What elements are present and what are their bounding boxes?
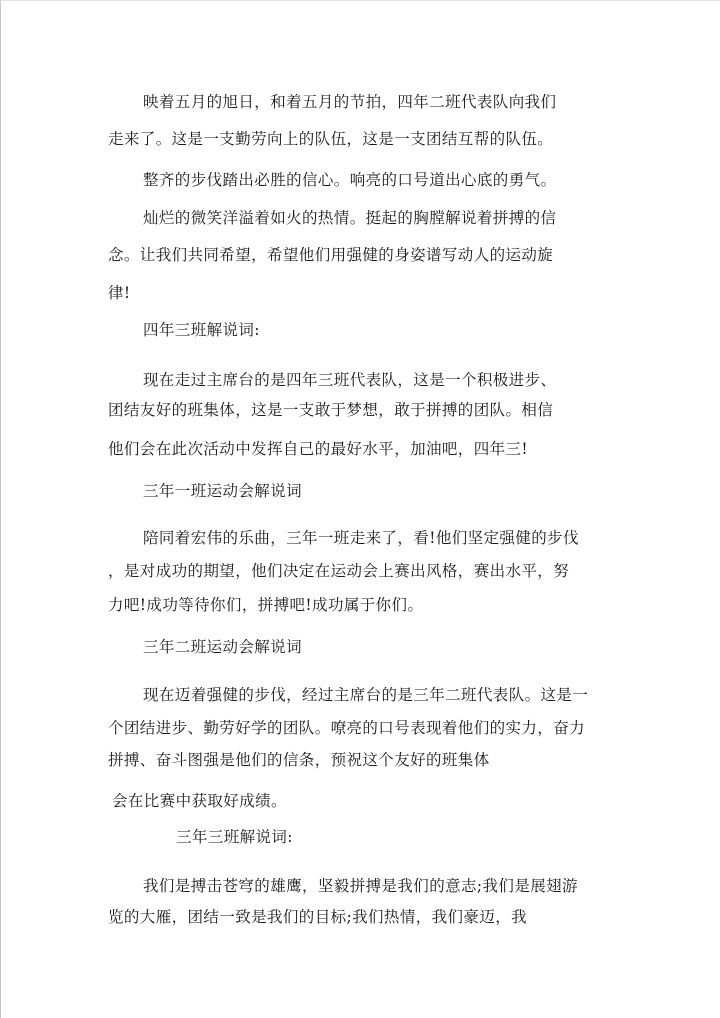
paragraph-line: 他们会在此次活动中发挥自己的最好水平，加油吧，四年三! bbox=[108, 440, 529, 458]
paragraph-line: 现在迈着强健的步伐，经过主席台的是三年二班代表队。这是一 bbox=[143, 686, 589, 704]
paragraph-line: 会在比赛中获取好成绩。 bbox=[112, 792, 287, 810]
paragraph-line: 力吧!成功等待你们，拼搏吧!成功属于你们。 bbox=[108, 596, 424, 614]
paragraph-line: 现在走过主席台的是四年三班代表队，这是一个积极进步、 bbox=[143, 371, 557, 389]
paragraph-line: 览的大雁，团结一致是我们的目标;我们热情，我们豪迈，我 bbox=[108, 908, 528, 926]
paragraph-line: 映着五月的旭日，和着五月的节拍，四年二班代表队向我们 bbox=[143, 93, 557, 111]
paragraph-line: 我们是搏击苍穹的雄鹰，坚毅拼搏是我们的意志;我们是展翅游 bbox=[143, 877, 578, 895]
section-heading: 三年一班运动会解说词 bbox=[143, 482, 303, 500]
section-heading: 四年三班解说词: bbox=[143, 321, 260, 339]
paragraph-line: ，是对成功的期望，他们决定在运动会上赛出风格，赛出水平，努 bbox=[108, 562, 570, 580]
paragraph-line: 灿烂的微笑洋溢着如火的热情。挺起的胸膛解说着拼搏的信 bbox=[143, 209, 557, 227]
paragraph-line: 律! bbox=[108, 284, 131, 302]
paragraph-line: 拼搏、奋斗图强是他们的信条，预祝这个友好的班集体 bbox=[108, 751, 490, 769]
section-heading: 三年二班运动会解说词 bbox=[143, 638, 303, 656]
paragraph-line: 整齐的步伐踏出必胜的信心。响亮的口号道出心底的勇气。 bbox=[143, 171, 557, 189]
paragraph-line: 个团结进步、勤劳好学的团队。嘹亮的口号表现着他们的实力，奋力 bbox=[108, 719, 586, 737]
paragraph-line: 走来了。这是一支勤劳向上的队伍，这是一支团结互帮的队伍。 bbox=[108, 130, 554, 148]
paragraph-line: 团结友好的班集体，这是一支敢于梦想，敢于拼搏的团队。相信 bbox=[108, 401, 554, 419]
paragraph-line: 念。让我们共同希望，希望他们用强健的身姿谱写动人的运动旋 bbox=[108, 246, 554, 264]
section-heading: 三年三班解说词: bbox=[176, 828, 293, 846]
paragraph-line: 陪同着宏伟的乐曲，三年一班走来了，看!他们坚定强健的步伐 bbox=[143, 529, 579, 547]
